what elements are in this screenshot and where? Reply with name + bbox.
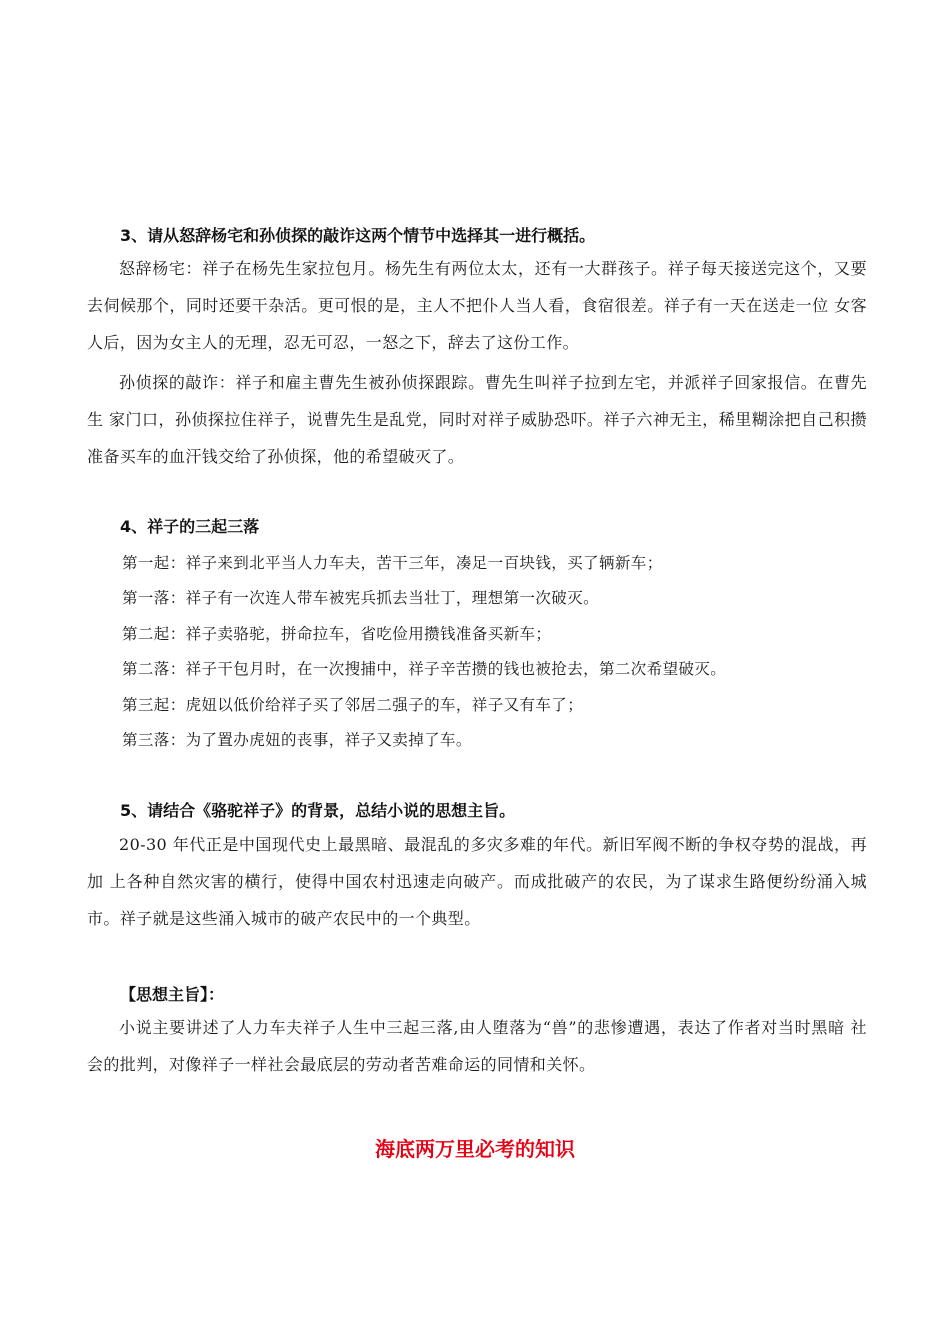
rise-fall-item-2: 第一落：祥子有一次连人带车被宪兵抓去当壮丁，理想第一次破灭。 — [122, 589, 600, 607]
rise-fall-item-3: 第二起：祥子卖骆驼，拼命拉车，省吃俭用攒钱准备买新车； — [122, 625, 552, 643]
next-section-title: 海底两万里必考的知识 — [375, 1137, 575, 1161]
rise-fall-item-4: 第二落：祥子干包月时，在一次搜捕中，祥子辛苦攒的钱也被抢去，第二次希望破灭。 — [122, 660, 727, 678]
rise-fall-item-1: 第一起：祥子来到北平当人力车夫，苦干三年，凑足一百块钱，买了辆新车； — [122, 554, 663, 572]
section5-heading: 5、请结合《骆驼祥子》的背景，总结小说的思想主旨。 — [120, 801, 516, 820]
section3-heading: 3、请从怒辞杨宅和孙侦探的敲诈这两个情节中选择其一进行概括。 — [120, 226, 596, 245]
theme-paragraph: 小说主要讲述了人力车夫祥子人生中三起三落,由人堕落为“兽”的悲惨遭遇，表达了作者对当时黑暗 社会的批判，对像祥子一样社会最底层的劳动者苦难命运的同情和关怀。 — [87, 1018, 867, 1074]
rise-fall-item-6: 第三落：为了置办虎妞的丧事，祥子又卖掉了车。 — [122, 731, 472, 749]
theme-heading: 【思想主旨】： — [120, 985, 225, 1004]
rise-fall-item-5: 第三起：虎妞以低价给祥子买了邻居二强子的车，祥子又有车了； — [122, 696, 584, 714]
section5-paragraph: 20-30 年代正是中国现代史上最黑暗、最混乱的多灾多难的年代。新旧军阀不断的争权夺势的混战，再加 上各种自然灾害的横行，使得中国农村迅速走向破产。而成批破产的农民，为了谋求生路便纷纷涌入城 市。祥子就是这些涌入城市的破产农民中的一个典型。 — [87, 835, 867, 928]
section3-paragraph-yang: 怒辞杨宅：祥子在杨先生家拉包月。杨先生有两位太太，还有一大群孩子。祥子每天接送完这个，又要去伺候那个，同时还要干杂活。更可恨的是，主人不把仆人当人看，食宿很差。祥子有一天在送走一位 女客人后，因为女主人的无理，忍无可忍，一怒之下，辞去了这份工作。 — [87, 259, 867, 352]
section3-paragraph-sun: 孙侦探的敲诈：祥子和雇主曹先生被孙侦探跟踪。曹先生叫祥子拉到左宅，并派祥子回家报信。在曹先生 家门口，孙侦探拉住祥子，说曹先生是乱党，同时对祥子威胁恐吓。祥子六神无主，稀里糊涂把自己积攒 准备买车的血汗钱交给了孙侦探，他的希望破灭了。 — [87, 373, 867, 466]
section4-heading: 4、祥子的三起三落 — [120, 517, 260, 536]
